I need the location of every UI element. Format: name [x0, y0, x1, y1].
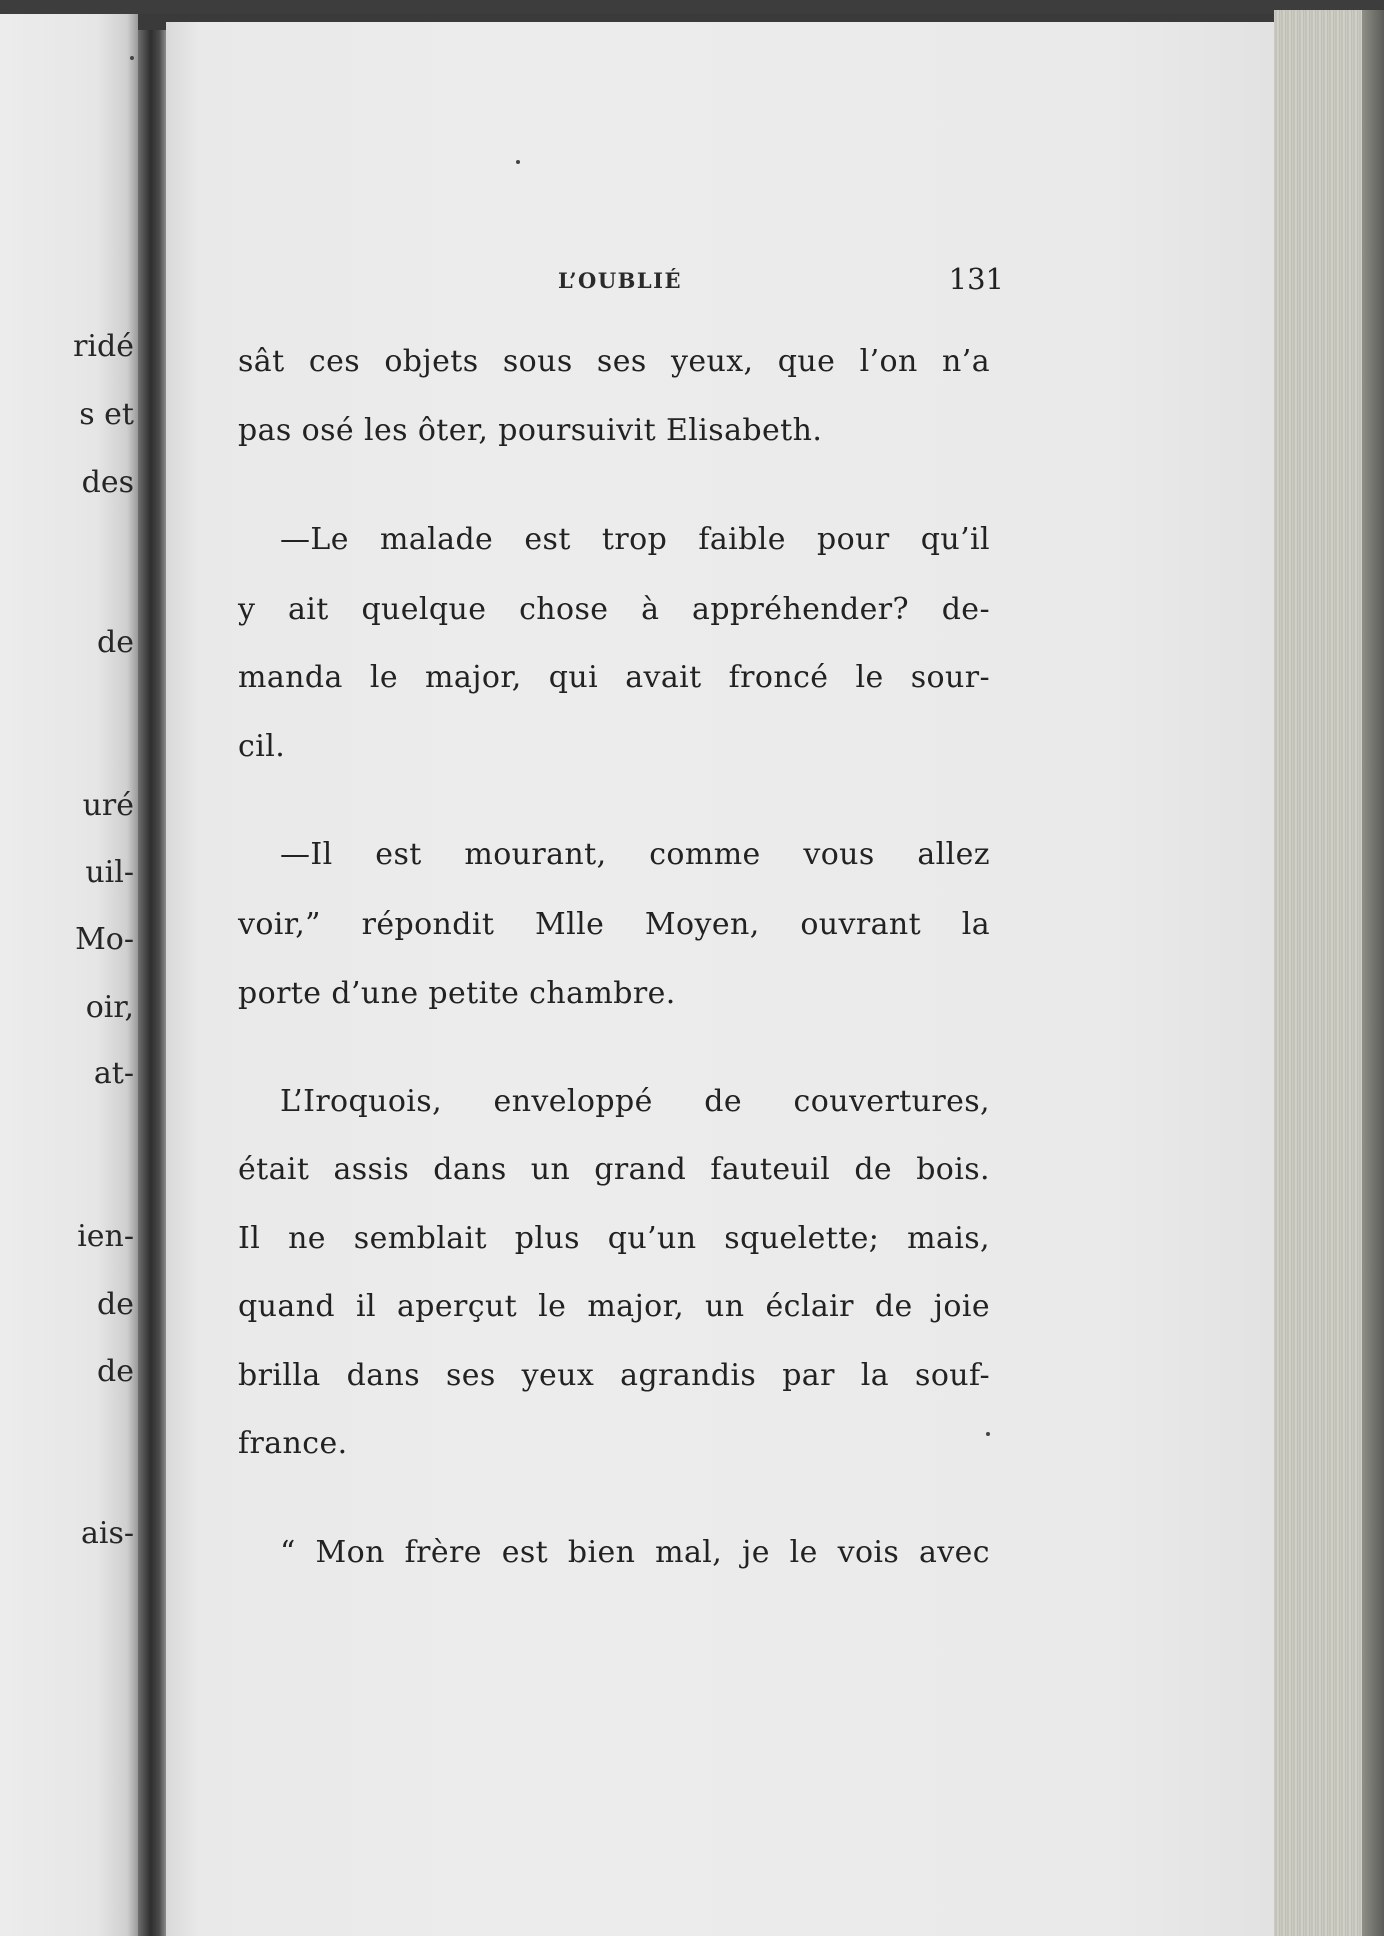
left-fragment: de: [97, 1287, 134, 1322]
left-fragment: ais-: [80, 1516, 134, 1551]
left-fragment: uré: [82, 788, 134, 823]
page-number: 131: [948, 262, 1004, 296]
text-line: Il ne semblait plus qu’un squelette; mais,: [238, 1221, 990, 1256]
book-gutter: [138, 30, 166, 1936]
text-line: —Le malade est trop faible pour qu’il: [280, 522, 990, 557]
previous-page-text: [0, 0, 134, 1936]
left-fragment: Mo-: [75, 922, 134, 957]
text-line: sât ces objets sous ses yeux, que l’on n’a: [238, 344, 990, 379]
text-line: brilla dans ses yeux agrandis par la souf-: [238, 1358, 990, 1393]
text-line: manda le major, qui avait froncé le sour-: [238, 660, 990, 695]
text-line: pas osé les ôter, poursuivit Elisabeth.: [238, 413, 823, 448]
ink-speck: [516, 160, 520, 164]
left-fragment: des: [81, 465, 134, 500]
page-edges: [1274, 10, 1384, 1936]
text-line: porte d’une petite chambre.: [238, 976, 676, 1011]
left-fragment: uil-: [85, 855, 134, 890]
text-line: quand il aperçut le major, un éclair de joie: [238, 1289, 990, 1324]
left-fragment: s et: [79, 397, 134, 432]
left-fragment: oir,: [85, 990, 134, 1025]
text-line: voir,” répondit Mlle Moyen, ouvrant la: [238, 907, 990, 942]
left-fragment: ien-: [77, 1219, 134, 1254]
scan-top-shadow: [0, 0, 1384, 14]
text-line: —Il est mourant, comme vous allez: [280, 837, 990, 872]
left-fragment: at-: [93, 1056, 134, 1091]
running-title: L’OUBLIÉ: [558, 268, 682, 293]
text-line: y ait quelque chose à appréhender? de-: [238, 592, 990, 627]
running-head: [236, 262, 1004, 302]
text-line: L’Iroquois, enveloppé de couvertures,: [280, 1084, 990, 1119]
text-line: était assis dans un grand fauteuil de bois.: [238, 1152, 990, 1187]
left-fragment: de: [97, 1354, 134, 1389]
ink-speck: [130, 56, 134, 60]
left-fragment: ridé: [73, 329, 134, 364]
text-line: “ Mon frère est bien mal, je le vois avec: [280, 1535, 990, 1570]
text-line: cil.: [238, 729, 286, 764]
left-fragment: de: [97, 625, 134, 660]
text-line: france.: [238, 1426, 348, 1461]
